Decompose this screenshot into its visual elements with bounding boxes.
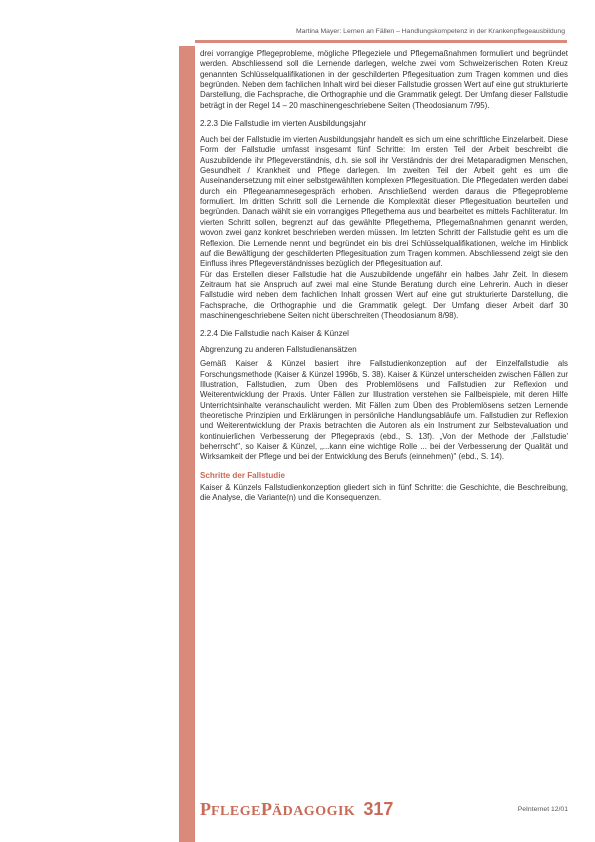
subheading-abgrenzung: Abgrenzung zu anderen Fallstudienansätzen xyxy=(200,345,357,355)
journal-logo xyxy=(200,799,393,822)
section-heading-2-2-3: 2.2.3 Die Fallstudie im vierten Ausbildungsjahr xyxy=(200,119,367,129)
paragraph-duration: Für das Erstellen dieser Fallstudie hat die Auszubildende ungefähr ein halbes Jahr Zeit. In diesem Zeitraum hat sie Anspruch auf zwei mal eine Stunde Beratung durch eine Lehrerin. Auch in dieser Fallstudie wird neben dem fachlichen Inhalt grossen Wert auf eine gut strukturierte Darstellung, die Fachsprache, die Orthographie und die Grammatik gelegt. Der Umfang dieser Arbeit darf 30 maschinengeschriebene Seiten nicht überschreiten (Theodosianum 8/98). xyxy=(200,269,568,320)
paragraph-schritte: Kaiser & Künzels Fallstudienkonzeption gliedert sich in fünf Schritte: die Geschichte, die Beschreibung, die Analyse, die Variante(n) und die Konsequenzen. xyxy=(200,482,568,503)
article-body xyxy=(200,49,568,511)
logo-letter-p1: P xyxy=(200,799,211,819)
logo-word-flege: FLEGE xyxy=(211,804,261,819)
page-number: 317 xyxy=(363,799,394,819)
accent-sidebar-bar xyxy=(179,46,195,842)
header-rule xyxy=(195,40,567,43)
logo-word-dagogik: ÄDAGOGIK xyxy=(271,804,356,819)
section-heading-2-2-4: 2.2.4 Die Fallstudie nach Kaiser & Künzel xyxy=(200,329,349,339)
paragraph-fourth-year: Auch bei der Fallstudie im vierten Ausbildungsjahr handelt es sich um eine schriftliche Einzelarbeit. Diese Form der Fallstudie umfasst insgesamt fünf Schritte: Im ersten Teil der Arbeit beschreibt die Auszubildende ihr Pflegeverständnis, d.h. sie soll ihr Verständnis der drei Metaparadigmen Menschen, Gesundheit / Krankheit und Pflege darlegen. Im zweiten Teil der Arbeit geht es um die Auseinandersetzung mit einer selbstgewählten komplexen Pflegesituation. Die Pflegedaten werden dabei durch ein Pflegeanamnesegespräch erhoben. Anschließend werden daraus die Pflegeprobleme formuliert. Im dritten Schritt soll die Lernende die Komplexität dieser Pflegesituation beurteilen und begründen. Danach wählt sie ein vorrangiges Pflegethema aus und bearbeitet es mittels Fachliteratur. Im vierten Schritt sollen, begrenzt auf das gewählte Pflegethema, Pflegemaßnahmen genannt werden, wovon zwei ganz konkret beschrieben werden müssen. Im letzten Schritt der Fallstudie geht es um die Reflexion. Die Lernende nennt und begründet ein bis drei Schlüsselqualifikationen, welche im Hinblick auf die Bewältigung der geschilderten Pflegesituation zum Tragen kommen. Abschliessend zeigt sie den Einfluss ihres Pflegeverständnisses bezüglich der Pflegesituation auf. xyxy=(200,135,568,269)
logo-letter-p2: P xyxy=(260,799,272,819)
paragraph-kaiser-kuenzel: Gemäß Kaiser & Künzel basiert ihre Fallstudienkonzeption auf der Einzelfallstudie als Forschungsmethode (Kaiser & Künzel 1996b, S. 38). Kaiser & Künzel unterscheiden zwischen Fällen zur Illustration, Fallstudien, zum Üben des Problemlösens und Fallstudien zur Reflexion und Weiterentwicklung der Praxis. Unter Fällen zur Illustration verstehen sie Fallbeispiele, mit deren Hilfe Unterrichtsinhalte veranschaulicht werden. Mit Fällen zum Üben des Problemlösens setzen Lernende theoretische Prinzipien und Erklärungen in persönliche Handlungsabläufe um. Fallstudien zur Reflexion und Weiterentwicklung der Praxis betrachten die Autoren als ein Instrument zur Selbstevaluation und kontinuierlichen Verbesserung der Pflegepraxis (ebd., S. 13f). „Von der Methode der ‚Fallstudie' beherrscht", so Kaiser & Künzel, „...kann eine wichtige Rolle ... bei der Verbesserung der Qualität und Wirksamkeit der Pflege und bei der Entwicklung des Berufs (einnehmen)" (ebd., S. 14). xyxy=(200,359,568,462)
issue-label: PeInternet 12/01 xyxy=(517,806,568,813)
running-header: Martina Mayer: Lernen an Fällen – Handlungskompetenz in der Krankenpflegeausbildung xyxy=(295,28,565,35)
page-footer xyxy=(200,799,568,821)
heading-schritte: Schritte der Fallstudie xyxy=(200,470,286,480)
paragraph-continuation: drei vorrangige Pflegeprobleme, mögliche Pflegeziele und Pflegemaßnahmen formuliert und begründet werden. Abschliessend soll die Lernende darlegen, welche zwei vom Schweizerischen Roten Kreuz genannten Schlüsselqualifikationen in der geschilderten Pflegesituation zum Tragen kommen und dies begründen. Neben dem fachlichen Inhalt wird bei dieser Fallstudie grossen Wert auf eine gut strukturierte Darstellung, die Fachsprache, die Orthographie und die Grammatik gelegt. Der Umfang dieser Fallstudie beträgt in der Regel 14 – 20 maschinengeschriebene Seiten (Theodosianum 7/95). xyxy=(200,49,568,110)
